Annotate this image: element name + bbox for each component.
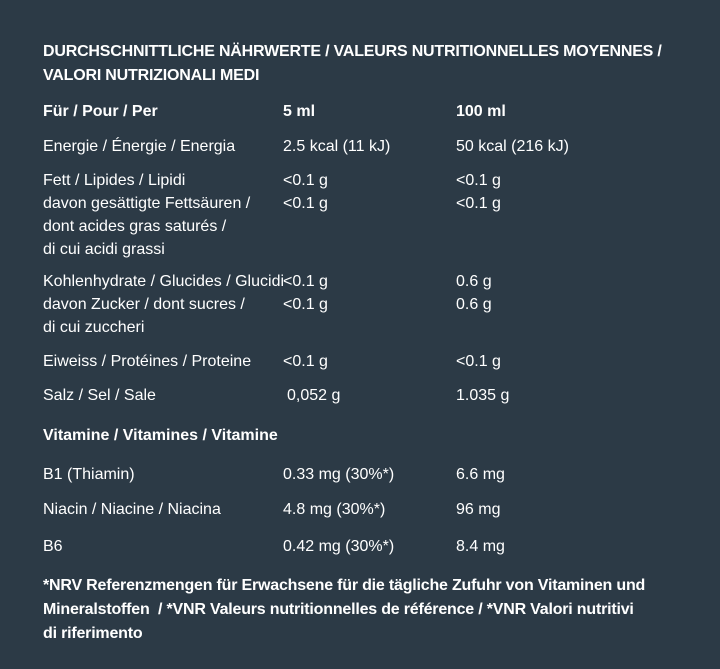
fat-label: Fett / Lipides / Lipidi xyxy=(43,172,186,189)
title-line-1: DURCHSCHNITTLICHE NÄHRWERTE / VALEURS NUTRITIONNELLES MOYENNES / xyxy=(43,43,662,60)
salt-5ml: 0,052 g xyxy=(287,387,341,404)
footnote-line-3: di riferimento xyxy=(43,625,143,642)
niacin-5ml: 4.8 mg (30%*) xyxy=(283,501,386,518)
nrv-footnote xyxy=(43,574,683,646)
vitamins-heading: Vitamine / Vitamines / Vitamine xyxy=(43,427,278,444)
salt-label: Salz / Sel / Sale xyxy=(43,387,156,404)
b6-5ml: 0.42 mg (30%*) xyxy=(283,538,395,555)
header-label: Für / Pour / Per xyxy=(43,103,158,120)
saturates-label-line-1: davon gesättigte Fettsäuren / xyxy=(43,195,251,212)
energy-5ml: 2.5 kcal (11 kJ) xyxy=(283,138,391,155)
saturates-100ml: <0.1 g xyxy=(456,195,501,212)
header-100ml: 100 ml xyxy=(456,103,506,120)
carbs-label: Kohlenhydrate / Glucides / Glucidi xyxy=(43,273,285,290)
niacin-label: Niacin / Niacine / Niacina xyxy=(43,501,221,518)
nutrition-title xyxy=(43,40,683,88)
b6-label: B6 xyxy=(43,538,63,555)
salt-100ml: 1.035 g xyxy=(456,387,510,404)
b1-100ml: 6.6 mg xyxy=(456,466,505,483)
title-line-2: VALORI NUTRIZIONALI MEDI xyxy=(43,67,260,84)
b6-100ml: 8.4 mg xyxy=(456,538,505,555)
footnote-line-1: *NRV Referenzmengen für Erwachsene für die tägliche Zufuhr von Vitaminen und xyxy=(43,577,646,594)
saturates-5ml: <0.1 g xyxy=(283,195,328,212)
b1-label: B1 (Thiamin) xyxy=(43,466,135,483)
carbs-5ml: <0.1 g xyxy=(283,273,328,290)
saturates-label-line-2: dont acides gras saturés / xyxy=(43,218,227,235)
sugars-100ml: 0.6 g xyxy=(456,296,492,313)
protein-label: Eiweiss / Protéines / Proteine xyxy=(43,353,252,370)
sugars-5ml: <0.1 g xyxy=(283,296,328,313)
saturates-label-line-3: di cui acidi grassi xyxy=(43,241,165,258)
sugars-label-line-1: davon Zucker / dont sucres / xyxy=(43,296,245,313)
b1-5ml: 0.33 mg (30%*) xyxy=(283,466,395,483)
header-5ml: 5 ml xyxy=(283,103,316,120)
energy-label: Energie / Énergie / Energia xyxy=(43,138,236,155)
energy-100ml: 50 kcal (216 kJ) xyxy=(456,138,569,155)
carbs-100ml: 0.6 g xyxy=(456,273,492,290)
saturates-label xyxy=(43,192,288,261)
niacin-100ml: 96 mg xyxy=(456,501,501,518)
fat-100ml: <0.1 g xyxy=(456,172,501,189)
footnote-line-2: Mineralstoffen / *VNR Valeurs nutritionnelles de référence / *VNR Valori nutritivi xyxy=(43,601,634,618)
protein-5ml: <0.1 g xyxy=(283,353,328,370)
fat-5ml: <0.1 g xyxy=(283,172,328,189)
sugars-label xyxy=(43,293,288,339)
protein-100ml: <0.1 g xyxy=(456,353,501,370)
sugars-label-line-2: di cui zuccheri xyxy=(43,319,145,336)
